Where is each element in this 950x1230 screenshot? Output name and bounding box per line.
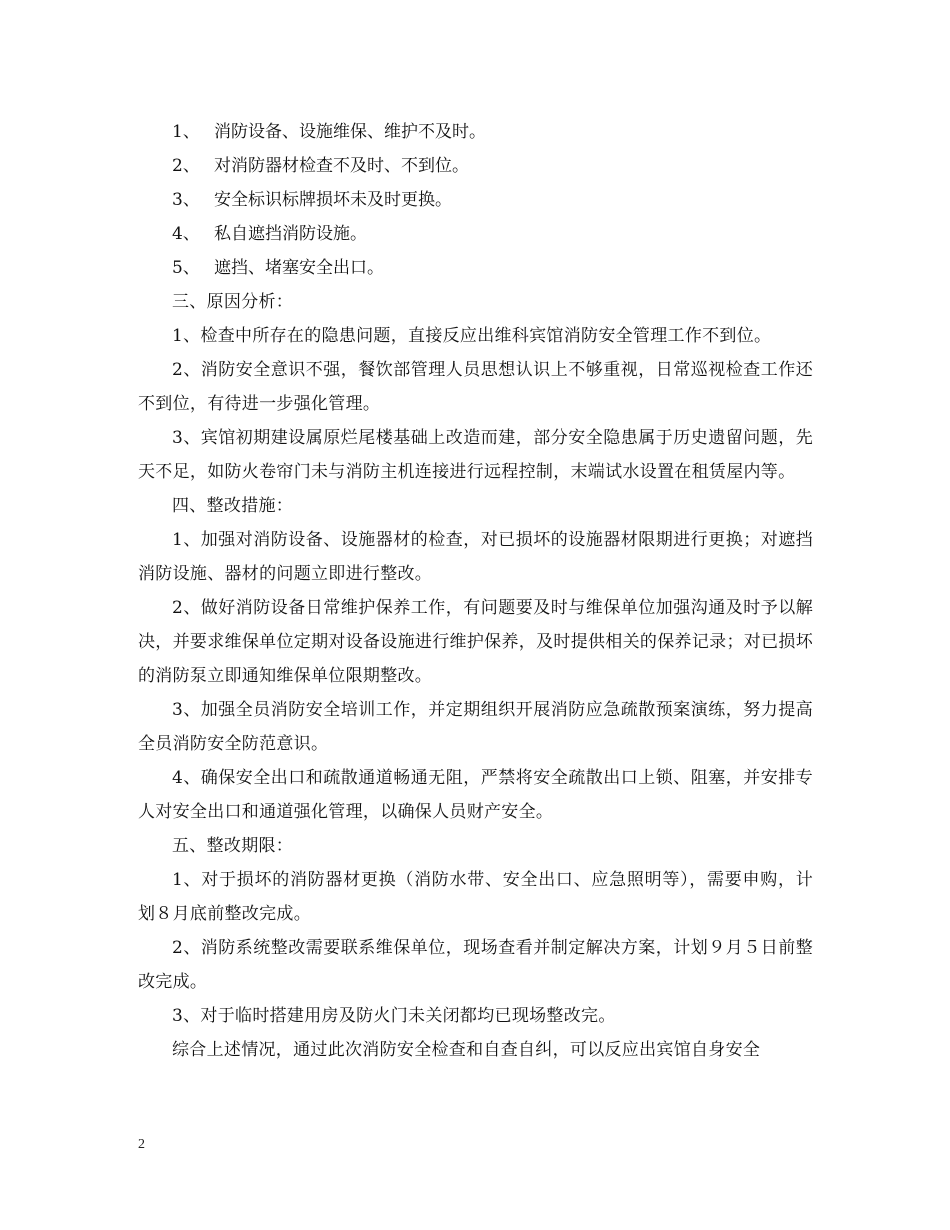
paragraph: 3、加强全员消防安全培训工作，并定期组织开展消防应急疏散预案演练，努力提高全员消防安全防范意识。: [138, 700, 813, 754]
paragraph: 综合上述情况，通过此次消防安全检查和自查自纠，可以反应出宾馆自身安全: [172, 1040, 761, 1060]
paragraph: 3、对于临时搭建用房及防火门未关闭都均已现场整改完。: [172, 1006, 616, 1026]
section-heading-deadline: 五、整改期限：: [172, 836, 294, 856]
document-body: [138, 115, 813, 1067]
paragraph: 3、宾馆初期建设属原烂尾楼基础上改造而建，部分安全隐患属于历史遗留问题，先天不足，如防火卷帘门未与消防主机连接进行远程控制，末端试水设置在租赁屋内等。: [138, 428, 813, 482]
list-item: 5、 遮挡、堵塞安全出口。: [172, 258, 384, 278]
paragraph: 2、消防系统整改需要联系维保单位，现场查看并制定解决方案，计划９月５日前整改完成。: [138, 938, 813, 992]
paragraph: 4、确保安全出口和疏散通道畅通无阻，严禁将安全疏散出口上锁、阻塞，并安排专人对安全出口和通道强化管理，以确保人员财产安全。: [138, 768, 813, 822]
paragraph: 2、做好消防设备日常维护保养工作，有问题要及时与维保单位加强沟通及时予以解决，并要求维保单位定期对设备设施进行维护保养，及时提供相关的保养记录；对已损坏的消防泵立即通知维保单位限期整改。: [138, 598, 813, 686]
page-number: 2: [138, 1137, 145, 1152]
paragraph: 1、检查中所存在的隐患问题，直接反应出维科宾馆消防安全管理工作不到位。: [172, 326, 772, 346]
section-heading-measures: 四、整改措施：: [172, 496, 294, 516]
paragraph: 2、消防安全意识不强，餐饮部管理人员思想认识上不够重视，日常巡视检查工作还不到位，有待进一步强化管理。: [138, 360, 813, 414]
list-item: 2、 对消防器材检查不及时、不到位。: [172, 156, 469, 176]
list-item: 4、 私自遮挡消防设施。: [172, 224, 367, 244]
list-item: 1、 消防设备、设施维保、维护不及时。: [172, 122, 486, 142]
list-item: 3、 安全标识标牌损坏未及时更换。: [172, 190, 452, 210]
paragraph: 1、对于损坏的消防器材更换（消防水带、安全出口、应急照明等），需要申购，计划８月底前整改完成。: [138, 870, 813, 924]
paragraph: 1、加强对消防设备、设施器材的检查，对已损坏的设施器材限期进行更换；对遮挡消防设施、器材的问题立即进行整改。: [138, 530, 813, 584]
section-heading-cause-analysis: 三、原因分析：: [172, 292, 294, 312]
